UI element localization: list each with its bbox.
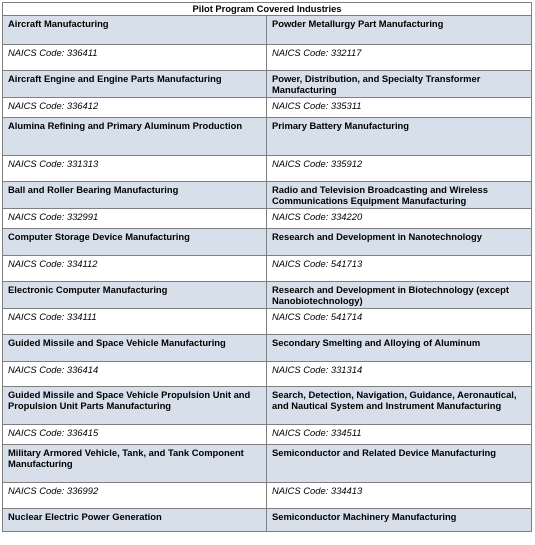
naics-code-cell: NAICS Code: 331314 [267,362,532,387]
naics-code-cell: NAICS Code: 336415 [3,425,267,445]
industry-name-cell: Radio and Television Broadcasting and Wireless Communications Equipment Manufacturing [267,182,532,209]
industry-name-row [3,182,532,209]
naics-code-row [3,256,532,282]
industry-name-cell: Powder Metallurgy Part Manufacturing [267,16,532,45]
industry-name-cell: Research and Development in Biotechnology (except Nanobiotechnology) [267,282,532,309]
naics-code-cell: NAICS Code: 331313 [3,156,267,182]
industry-name-row [3,71,532,98]
industry-name-cell: Nuclear Electric Power Generation [3,509,267,532]
industry-name-row [3,335,532,362]
naics-code-cell: NAICS Code: 334413 [267,483,532,509]
industry-name-cell: Aircraft Manufacturing [3,16,267,45]
table-body [3,16,532,532]
naics-code-row [3,483,532,509]
naics-code-cell: NAICS Code: 541714 [267,309,532,335]
naics-code-cell: NAICS Code: 541713 [267,256,532,282]
naics-code-cell: NAICS Code: 334220 [267,209,532,229]
industry-name-row [3,445,532,483]
naics-code-row [3,45,532,71]
naics-code-cell: NAICS Code: 336992 [3,483,267,509]
naics-code-cell: NAICS Code: 334111 [3,309,267,335]
industry-name-cell: Search, Detection, Navigation, Guidance, Aeronautical, and Nautical System and Instrument Manufacturing [267,387,532,425]
naics-code-cell: NAICS Code: 336412 [3,98,267,118]
naics-code-row [3,362,532,387]
industry-name-cell: Guided Missile and Space Vehicle Manufacturing [3,335,267,362]
industry-name-cell: Research and Development in Nanotechnology [267,229,532,256]
naics-code-cell: NAICS Code: 332991 [3,209,267,229]
industry-name-cell: Guided Missile and Space Vehicle Propulsion Unit and Propulsion Unit Parts Manufacturing [3,387,267,425]
industry-name-cell: Alumina Refining and Primary Aluminum Production [3,118,267,156]
industry-name-cell: Military Armored Vehicle, Tank, and Tank Component Manufacturing [3,445,267,483]
naics-code-cell: NAICS Code: 336414 [3,362,267,387]
industry-name-cell: Computer Storage Device Manufacturing [3,229,267,256]
naics-code-row [3,156,532,182]
industry-name-row [3,282,532,309]
naics-code-cell: NAICS Code: 334511 [267,425,532,445]
naics-code-cell: NAICS Code: 332117 [267,45,532,71]
industries-table [2,2,532,532]
industry-name-cell: Semiconductor and Related Device Manufacturing [267,445,532,483]
industry-name-cell: Ball and Roller Bearing Manufacturing [3,182,267,209]
industry-name-cell: Power, Distribution, and Specialty Transformer Manufacturing [267,71,532,98]
naics-code-row [3,209,532,229]
industry-name-row [3,229,532,256]
industry-name-cell: Secondary Smelting and Alloying of Aluminum [267,335,532,362]
industry-name-row [3,509,532,532]
industry-name-row [3,118,532,156]
naics-code-cell: NAICS Code: 335912 [267,156,532,182]
naics-code-row [3,425,532,445]
naics-code-cell: NAICS Code: 334112 [3,256,267,282]
industry-name-row [3,16,532,45]
naics-code-cell: NAICS Code: 336411 [3,45,267,71]
industry-name-cell: Electronic Computer Manufacturing [3,282,267,309]
industry-name-cell: Primary Battery Manufacturing [267,118,532,156]
naics-code-cell: NAICS Code: 335311 [267,98,532,118]
industry-name-cell: Aircraft Engine and Engine Parts Manufacturing [3,71,267,98]
industry-name-cell: Semiconductor Machinery Manufacturing [267,509,532,532]
naics-code-row [3,309,532,335]
naics-code-row [3,98,532,118]
industry-name-row [3,387,532,425]
table-title: Pilot Program Covered Industries [3,3,532,16]
